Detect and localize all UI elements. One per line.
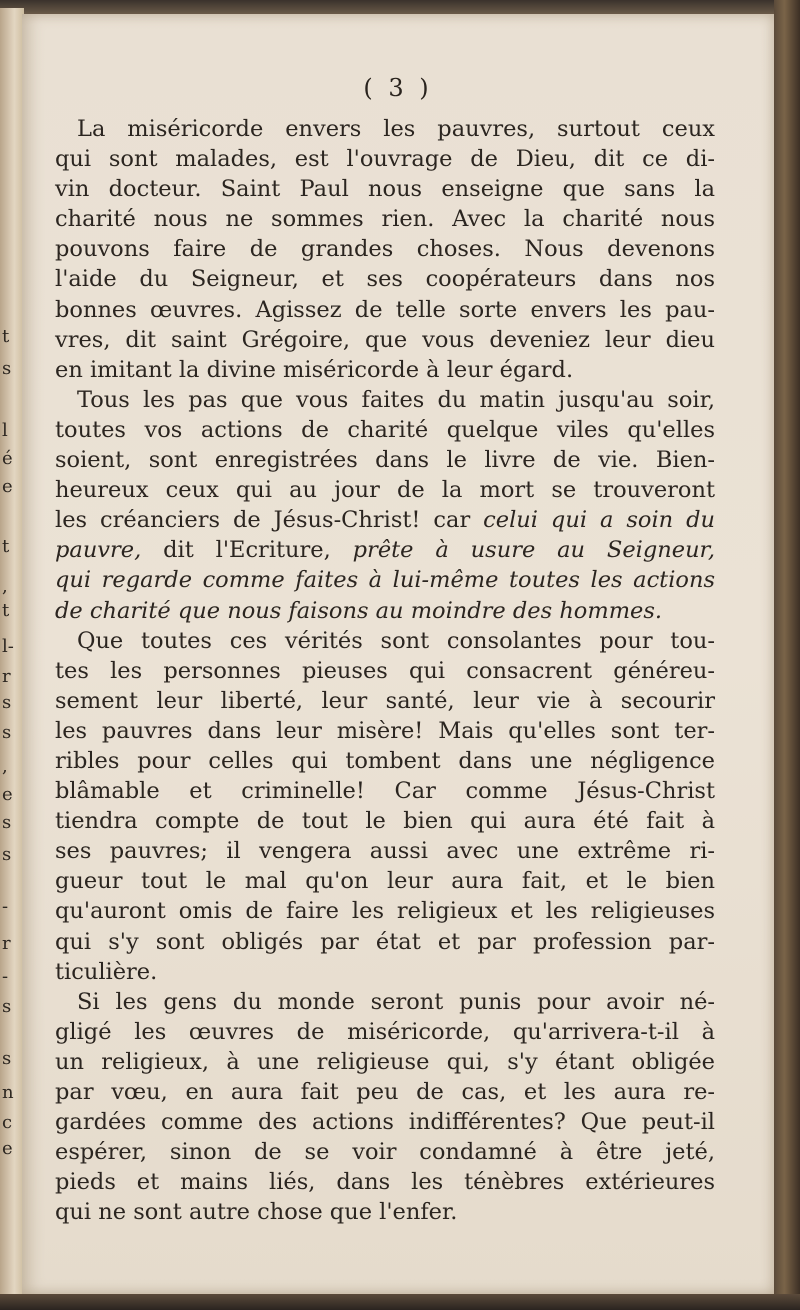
text-line: Tous les pas que vous faites du matin jusqu'au soir, [77,386,715,413]
margin-fragment: s [2,844,12,865]
book-page [22,14,774,1294]
margin-fragment: , [2,576,8,597]
text-line: pouvons faire de grandes choses. Nous devenons [55,236,715,263]
text-line: gligé les œuvres de miséricorde, qu'arrivera-t-il à [55,1018,715,1045]
text-line: les créanciers de Jésus-Christ! car celui qui a soin du [55,507,715,534]
text-line: par vœu, en aura fait peu de cas, et les aura re- [55,1079,715,1105]
margin-fragment: s [2,996,12,1017]
margin-fragment: r [2,666,11,687]
margin-fragment: s [2,722,12,743]
text-line: gardées comme des actions indifférentes? Que peut-il [55,1109,715,1136]
text-line: pauvre, dit l'Ecriture, prête à usure au Seigneur, [55,537,715,564]
margin-fragment: l- [2,636,14,657]
text-line: Si les gens du monde seront punis pour avoir né- [77,988,715,1015]
text-line: qui sont malades, est l'ouvrage de Dieu, dit ce di- [55,146,715,173]
text-line: qu'auront omis de faire les religieux et les religieuses [55,898,715,925]
margin-fragment: s [2,692,12,713]
text-line: qui ne sont autre chose que l'enfer. [55,1199,458,1226]
text-line: l'aide du Seigneur, et ses coopérateurs dans nos [55,266,715,293]
margin-fragment: s [2,358,12,379]
text-line: pieds et mains liés, dans les ténèbres extérieures [55,1169,715,1196]
text-line: de charité que nous faisons au moindre des hommes. [55,597,663,624]
margin-fragment: c [2,1112,13,1133]
top-edge [0,0,800,14]
text-line: espérer, sinon de se voir condamné à être jeté, [55,1139,715,1166]
margin-fragment: e [2,476,13,497]
margin-fragment: l [2,420,8,441]
text-line: toutes vos actions de charité quelque viles qu'elles [55,416,715,443]
text-line: qui regarde comme faites à lui-même toutes les actions [55,567,715,594]
margin-fragment: n [2,1082,14,1103]
text-line: bonnes œuvres. Agissez de telle sorte envers les pau- [55,296,715,323]
text-line: sement leur liberté, leur santé, leur vie à secourir [55,687,715,714]
margin-fragment: s [2,1048,12,1069]
text-line: heureux ceux qui au jour de la mort se trouveront [55,477,715,504]
page-number: ( 3 ) [363,74,433,102]
text-line: ticulière. [55,958,158,985]
margin-fragment: t [2,326,10,347]
margin-fragment: e [2,1138,13,1159]
text-line: ribles pour celles qui tombent dans une négligence [55,747,715,774]
margin-fragment: - [2,896,9,917]
text-line: gueur tout le mal qu'on leur aura fait, et le bien [55,868,715,895]
facing-page-sliver [0,8,24,1300]
margin-fragment: - [2,966,9,987]
text-line: ses pauvres; il vengera aussi avec une extrême ri- [55,838,715,865]
text-line: les pauvres dans leur misère! Mais qu'elles sont ter- [55,717,715,744]
text-line: Que toutes ces vérités sont consolantes pour tou- [77,627,715,654]
margin-fragment: s [2,812,12,833]
text-line: tes les personnes pieuses qui consacrent généreu- [55,657,715,684]
bottom-edge [0,1294,800,1310]
margin-fragment: , [2,756,8,777]
body-text [55,114,715,1227]
text-line: La miséricorde envers les pauvres, surtout ceux [77,116,715,142]
text-line: tiendra compte de tout le bien qui aura été fait à [55,808,715,835]
margin-fragment: e [2,784,13,805]
right-edge [774,0,800,1310]
text-line: vres, dit saint Grégoire, que vous deveniez leur dieu [55,326,715,353]
text-line: soient, sont enregistrées dans le livre de vie. Bien- [55,447,715,474]
text-line: qui s'y sont obligés par état et par profession par- [55,928,715,955]
margin-fragment: é [2,448,13,469]
text-line: charité nous ne sommes rien. Avec la charité nous [55,206,715,233]
text-line: un religieux, à une religieuse qui, s'y étant obligée [55,1048,715,1075]
margin-fragment: t [2,536,10,557]
text-line: blâmable et criminelle! Car comme Jésus-Christ [55,778,715,805]
margin-fragment: t [2,600,10,621]
text-line: en imitant la divine miséricorde à leur égard. [55,356,574,383]
text-line: vin docteur. Saint Paul nous enseigne que sans la [55,176,715,203]
margin-fragment: r [2,933,11,954]
